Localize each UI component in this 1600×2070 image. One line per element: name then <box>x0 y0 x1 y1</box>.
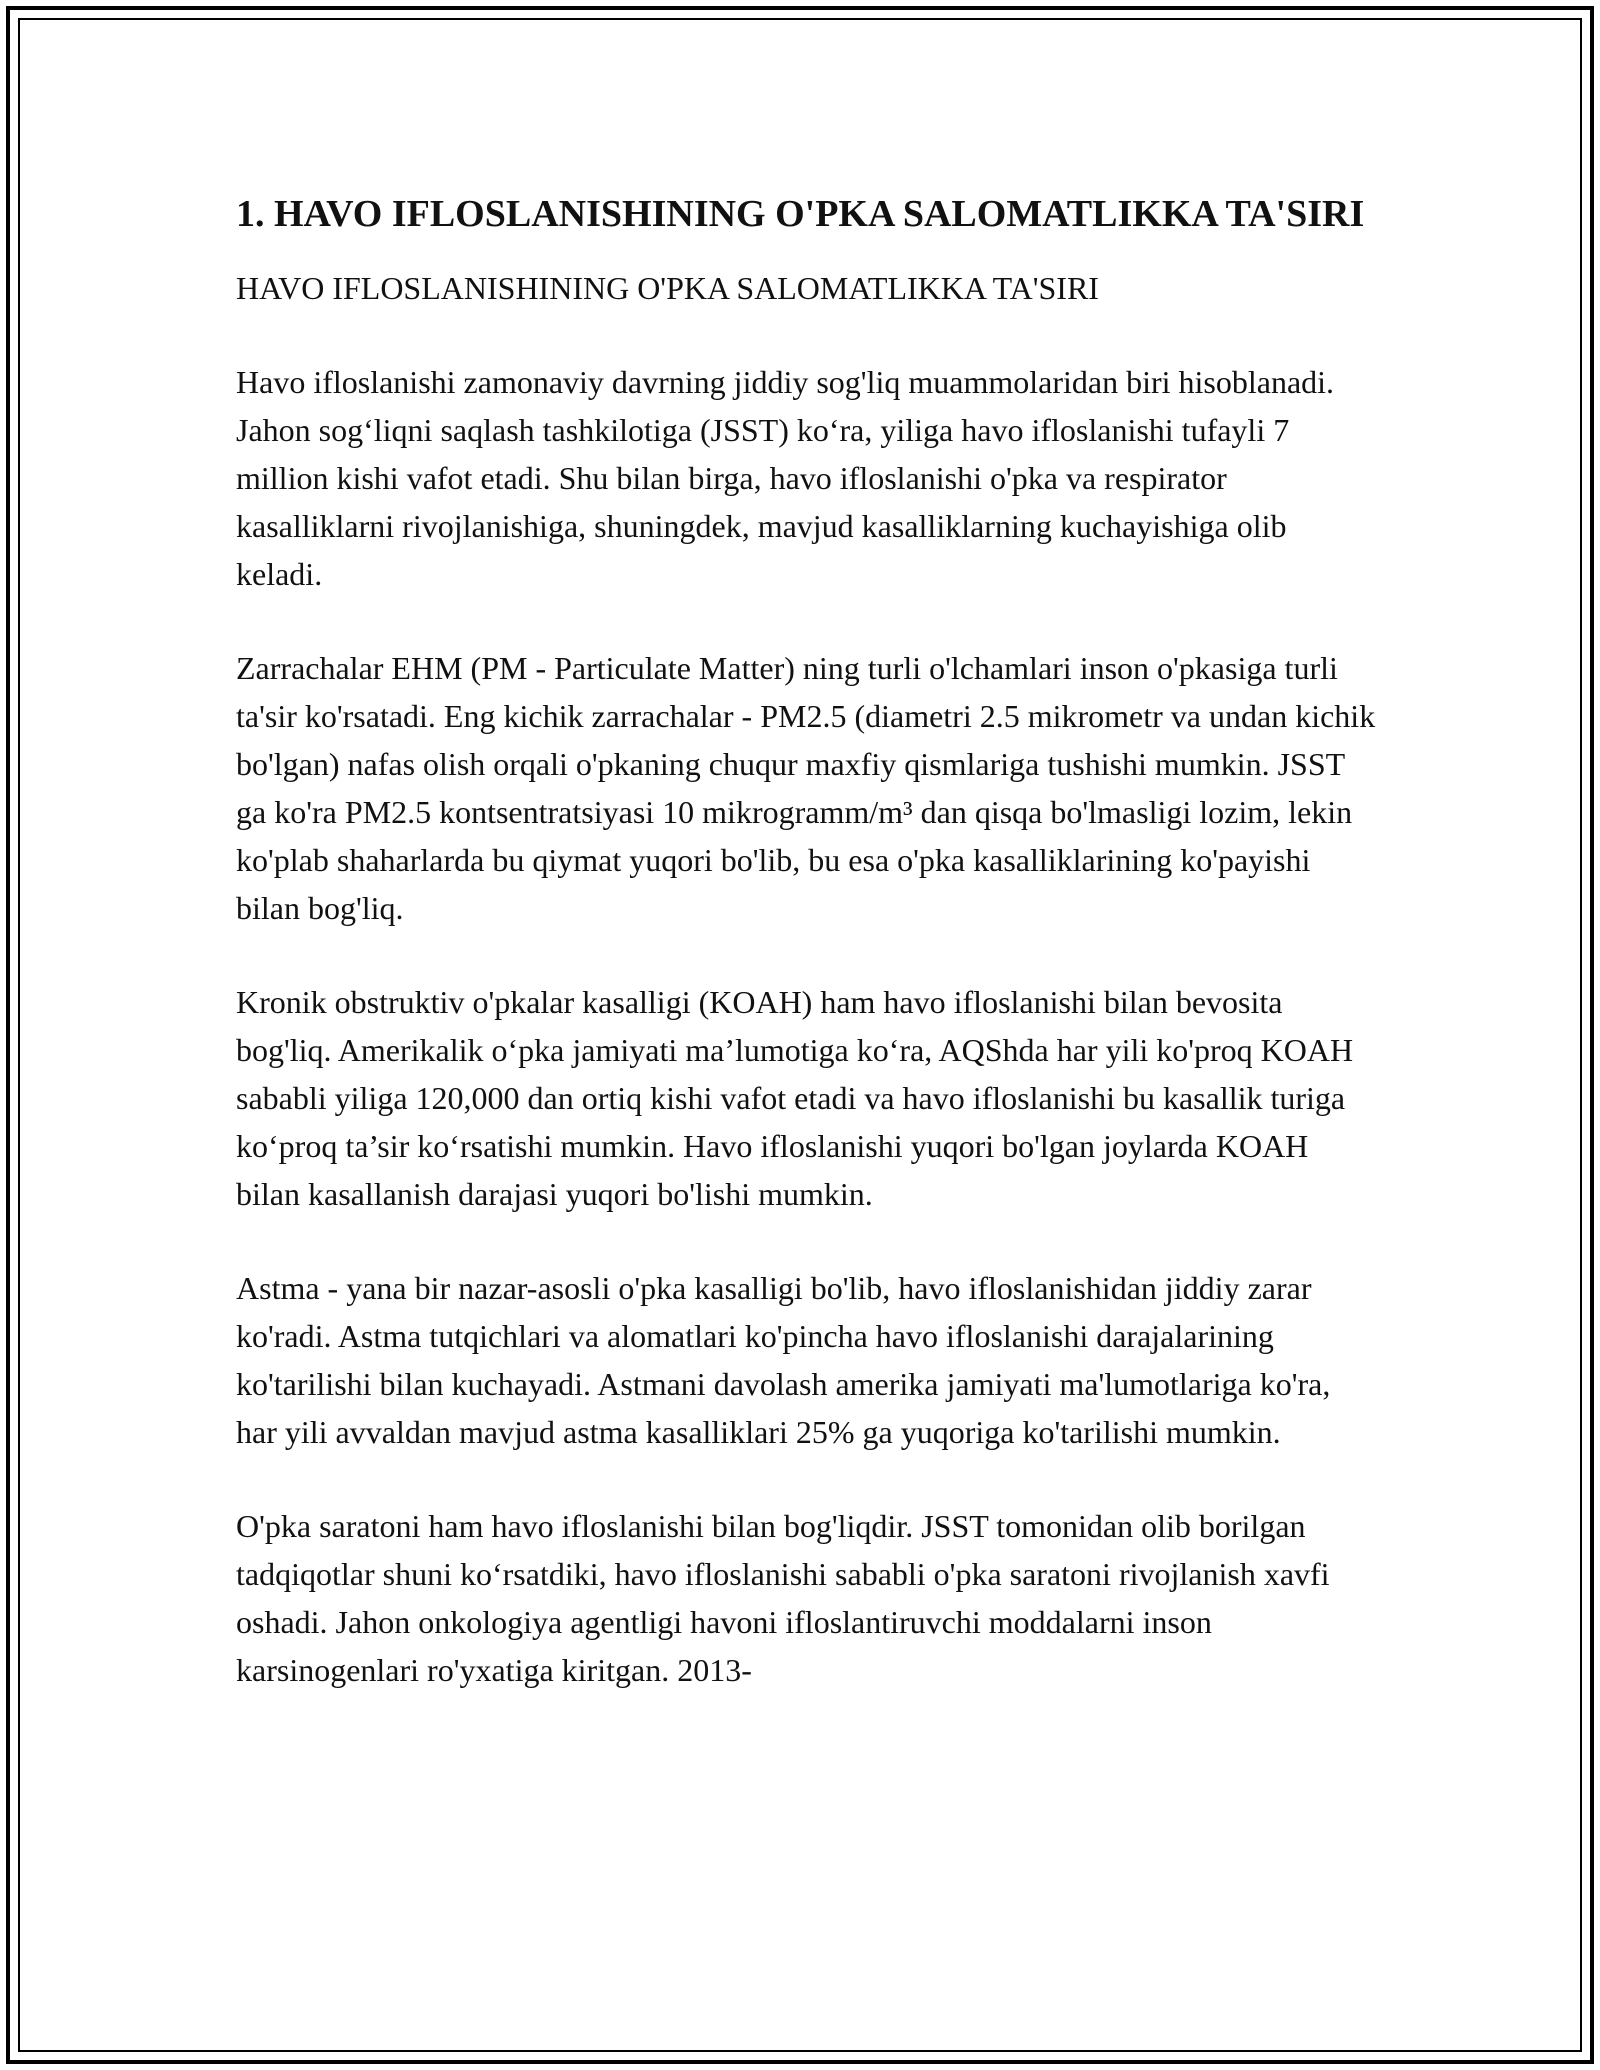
paragraph-koah: Kronik obstruktiv o'pkalar kasalligi (KOAH) ham havo ifloslanishi bilan bevosita bog'liq. Amerikalik o‘pka jamiyati ma’lumotiga ko‘ra, AQShda har yili ko'proq KOAH sababli yiliga 120,000 dan ortiq kishi vafot etadi va havo ifloslanishi bu kasallik turiga ko‘proq ta’sir ko‘rsatishi mumkin. Havo ifloslanishi yuqori bo'lgan joylarda KOAH bilan kasallanish darajasi yuqori bo'lishi mumkin. <box>236 984 1354 1212</box>
paragraph-intro: Havo ifloslanishi zamonaviy davrning jiddiy sog'liq muammolaridan biri hisoblanadi. Jahon sog‘liqni saqlash tashkilotiga (JSST) ko‘ra, yiliga havo ifloslanishi tufayli 7 million kishi vafot etadi. Shu bilan birga, havo ifloslanishi o'pka va respirator kasalliklarni rivojlanishiga, shuningdek, mavjud kasalliklarning kuchayishiga olib keladi. <box>236 364 1335 592</box>
paragraph-particulate-matter: Zarrachalar EHM (PM - Particulate Matter) ning turli o'lchamlari inson o'pkasiga turli ta'sir ko'rsatadi. Eng kichik zarrachalar - PM2.5 (diametri 2.5 mikrometr va undan kichik bo'lgan) nafas olish orqali o'pkaning chuqur maxfiy qismlariga tushishi mumkin. JSST ga ko'ra PM2.5 kontsentratsiyasi 10 mikrogramm/m³ dan qisqa bo'lmasligi lozim, lekin ko'plab shaharlarda bu qiymat yuqori bo'lib, bu esa o'pka kasalliklarining ko'payishi bilan bog'liq. <box>236 650 1376 926</box>
section-subheading: HAVO IFLOSLANISHINING O'PKA SALOMATLIKKA TA'SIRI <box>236 270 1099 306</box>
section-heading: 1. HAVO IFLOSLANISHINING O'PKA SALOMATLIKKA TA'SIRI <box>236 193 1365 235</box>
paragraph-lung-cancer: O'pka saratoni ham havo ifloslanishi bilan bog'liqdir. JSST tomonidan olib borilgan tadqiqotlar shuni ko‘rsatdiki, havo ifloslanishi sababli o'pka saratoni rivojlanish xavfi oshadi. Jahon onkologiya agentligi havoni ifloslantiruvchi moddalarni inson karsinogenlari ro'yxatiga kiritgan. 2013- <box>236 1508 1330 1688</box>
paragraph-asthma: Astma - yana bir nazar-asosli o'pka kasalligi bo'lib, havo ifloslanishidan jiddiy zarar ko'radi. Astma tutqichlari va alomatlari ko'pincha havo ifloslanishi darajalarining ko'tarilishi bilan kuchayadi. Astmani davolash amerika jamiyati ma'lumotlariga ko'ra, har yili avvaldan mavjud astma kasalliklari 25% ga yuqoriga ko'tarilishi mumkin. <box>236 1270 1331 1450</box>
document-body <box>236 186 1376 1694</box>
